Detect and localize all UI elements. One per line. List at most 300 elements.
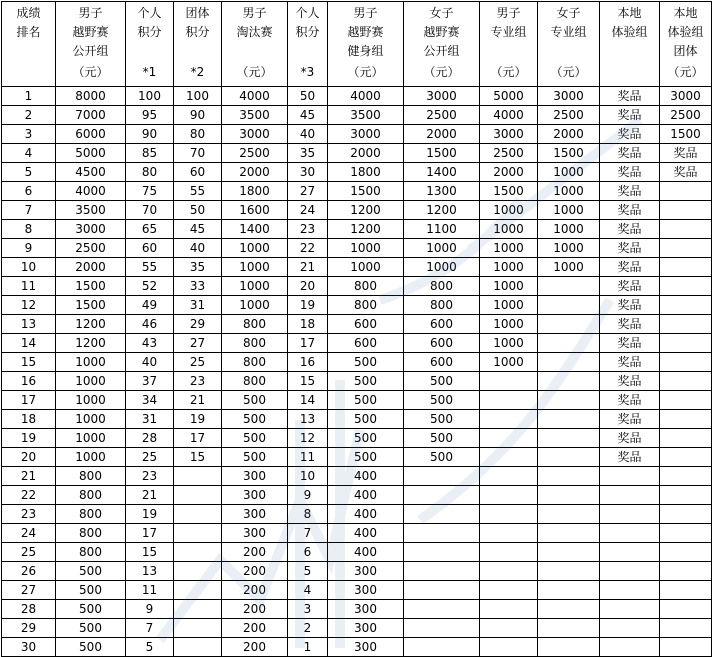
table-cell: 15 xyxy=(126,543,174,562)
table-cell: 800 xyxy=(404,277,480,296)
table-cell: 1000 xyxy=(56,429,126,448)
rank-cell: 1 xyxy=(2,87,56,106)
table-cell: 1000 xyxy=(538,201,600,220)
table-cell: 600 xyxy=(328,315,404,334)
table-cell xyxy=(480,600,538,619)
table-cell: 奖品 xyxy=(600,410,660,429)
table-cell xyxy=(600,524,660,543)
table-cell: 23 xyxy=(126,467,174,486)
table-cell: 3 xyxy=(288,600,328,619)
table-cell: 1300 xyxy=(404,182,480,201)
table-cell: 奖品 xyxy=(600,429,660,448)
table-cell xyxy=(174,562,222,581)
table-cell xyxy=(538,296,600,315)
table-cell: 3000 xyxy=(404,87,480,106)
table-cell xyxy=(538,429,600,448)
table-cell xyxy=(600,600,660,619)
table-cell: 22 xyxy=(288,239,328,258)
table-cell: 19 xyxy=(126,505,174,524)
table-cell xyxy=(660,505,712,524)
table-cell: 300 xyxy=(222,467,288,486)
table-cell: 500 xyxy=(222,410,288,429)
table-cell: 奖品 xyxy=(600,315,660,334)
table-cell: 400 xyxy=(328,524,404,543)
column-header-line: 男子 xyxy=(78,6,103,20)
table-cell: 5000 xyxy=(480,87,538,106)
table-cell: 8 xyxy=(288,505,328,524)
table-cell: 11 xyxy=(126,581,174,600)
table-cell: 300 xyxy=(222,486,288,505)
column-header-line: 男子 xyxy=(496,6,521,20)
table-cell xyxy=(660,486,712,505)
table-cell: 5 xyxy=(126,638,174,657)
rank-cell: 10 xyxy=(2,258,56,277)
table-cell: 2000 xyxy=(56,258,126,277)
table-cell: 2500 xyxy=(538,106,600,125)
table-row xyxy=(2,429,712,448)
rank-cell: 18 xyxy=(2,410,56,429)
column-header-unit: （元） xyxy=(236,65,273,79)
table-cell xyxy=(480,429,538,448)
table-cell: 1000 xyxy=(480,277,538,296)
table-cell xyxy=(660,182,712,201)
table-cell xyxy=(538,505,600,524)
table-cell: 1000 xyxy=(404,239,480,258)
column-header xyxy=(56,2,126,87)
table-cell: 600 xyxy=(328,334,404,353)
table-cell: 1000 xyxy=(56,353,126,372)
table-row xyxy=(2,87,712,106)
table-cell xyxy=(404,562,480,581)
table-cell: 70 xyxy=(174,144,222,163)
rank-cell: 13 xyxy=(2,315,56,334)
table-cell: 奖品 xyxy=(600,106,660,125)
table-cell: 奖品 xyxy=(600,353,660,372)
table-cell: 17 xyxy=(126,524,174,543)
column-header-line: 越野赛 xyxy=(423,25,460,39)
table-cell: 2000 xyxy=(404,125,480,144)
table-cell: 25 xyxy=(174,353,222,372)
table-cell: 85 xyxy=(126,144,174,163)
table-cell: 500 xyxy=(328,410,404,429)
table-cell: 1000 xyxy=(480,353,538,372)
table-cell: 400 xyxy=(328,486,404,505)
table-cell: 3500 xyxy=(222,106,288,125)
table-cell: 2500 xyxy=(222,144,288,163)
table-cell: 1800 xyxy=(328,163,404,182)
table-row xyxy=(2,619,712,638)
table-cell: 1000 xyxy=(538,239,600,258)
table-cell xyxy=(480,581,538,600)
table-cell xyxy=(480,486,538,505)
table-cell: 1200 xyxy=(328,201,404,220)
table-cell: 5000 xyxy=(56,144,126,163)
table-cell: 2 xyxy=(288,619,328,638)
table-cell: 2500 xyxy=(480,144,538,163)
table-cell xyxy=(480,467,538,486)
header-spacer xyxy=(2,42,55,61)
table-body xyxy=(2,87,712,657)
table-cell: 60 xyxy=(126,239,174,258)
column-header-unit: （元） xyxy=(423,65,460,79)
rank-cell: 7 xyxy=(2,201,56,220)
table-cell: 500 xyxy=(404,391,480,410)
table-cell: 4500 xyxy=(56,163,126,182)
table-cell xyxy=(404,524,480,543)
column-header xyxy=(222,2,288,87)
table-cell: 5 xyxy=(288,562,328,581)
table-cell xyxy=(538,486,600,505)
table-cell xyxy=(660,239,712,258)
rank-cell: 2 xyxy=(2,106,56,125)
rank-cell: 12 xyxy=(2,296,56,315)
table-cell: 25 xyxy=(126,448,174,467)
table-cell: 500 xyxy=(404,410,480,429)
table-cell: 34 xyxy=(126,391,174,410)
table-cell: 奖品 xyxy=(600,144,660,163)
table-cell xyxy=(660,296,712,315)
table-cell: 200 xyxy=(222,600,288,619)
column-header xyxy=(328,2,404,87)
column-header-unit: （元） xyxy=(550,65,587,79)
header-spacer xyxy=(288,42,327,61)
table-cell: 300 xyxy=(328,600,404,619)
table-cell: 2000 xyxy=(538,125,600,144)
column-header-line: 男子 xyxy=(242,6,267,20)
prize-table xyxy=(1,1,712,657)
table-cell xyxy=(404,505,480,524)
table-cell xyxy=(480,391,538,410)
table-cell: 46 xyxy=(126,315,174,334)
table-cell: 19 xyxy=(288,296,328,315)
table-cell: 55 xyxy=(126,258,174,277)
table-cell: 300 xyxy=(222,524,288,543)
table-row xyxy=(2,410,712,429)
table-cell: 1000 xyxy=(480,296,538,315)
table-row xyxy=(2,239,712,258)
table-cell xyxy=(174,486,222,505)
table-cell: 200 xyxy=(222,562,288,581)
column-header-unit xyxy=(600,63,659,82)
table-cell: 1 xyxy=(288,638,328,657)
column-header-line: 个人 xyxy=(137,6,162,20)
table-cell: 400 xyxy=(328,505,404,524)
table-cell: 500 xyxy=(56,600,126,619)
table-cell: 300 xyxy=(328,619,404,638)
table-row xyxy=(2,600,712,619)
table-cell xyxy=(174,619,222,638)
table-cell: 300 xyxy=(328,638,404,657)
table-cell: 800 xyxy=(328,296,404,315)
table-cell: 3000 xyxy=(538,87,600,106)
column-header-line: 专业组 xyxy=(550,25,587,39)
table-cell: 奖品 xyxy=(600,277,660,296)
column-header-line: 男子 xyxy=(353,6,378,20)
table-cell xyxy=(538,448,600,467)
table-cell xyxy=(538,372,600,391)
rank-cell: 25 xyxy=(2,543,56,562)
table-cell xyxy=(660,391,712,410)
table-cell: 600 xyxy=(404,315,480,334)
rank-cell: 9 xyxy=(2,239,56,258)
table-cell: 70 xyxy=(126,201,174,220)
table-row xyxy=(2,315,712,334)
table-cell: 43 xyxy=(126,334,174,353)
table-row xyxy=(2,543,712,562)
table-cell: 1000 xyxy=(222,277,288,296)
table-cell: 500 xyxy=(56,619,126,638)
table-cell xyxy=(174,524,222,543)
table-cell: 300 xyxy=(222,505,288,524)
table-cell xyxy=(404,638,480,657)
table-cell: 奖品 xyxy=(600,220,660,239)
table-cell xyxy=(480,543,538,562)
table-row xyxy=(2,581,712,600)
table-cell: 500 xyxy=(56,581,126,600)
table-cell: 1000 xyxy=(538,182,600,201)
table-cell: 奖品 xyxy=(600,201,660,220)
table-cell xyxy=(660,353,712,372)
table-row xyxy=(2,524,712,543)
table-cell xyxy=(600,562,660,581)
table-cell: 1500 xyxy=(660,125,712,144)
table-cell: 奖品 xyxy=(600,372,660,391)
column-header xyxy=(288,2,328,87)
column-header xyxy=(600,2,660,87)
column-header-unit xyxy=(2,63,55,82)
table-cell: 55 xyxy=(174,182,222,201)
table-cell: 300 xyxy=(328,581,404,600)
column-header-line: 女子 xyxy=(429,6,454,20)
table-cell: 1000 xyxy=(56,448,126,467)
table-cell: 9 xyxy=(126,600,174,619)
table-cell xyxy=(660,467,712,486)
rank-cell: 3 xyxy=(2,125,56,144)
table-cell xyxy=(174,600,222,619)
table-cell xyxy=(404,619,480,638)
table-cell xyxy=(600,581,660,600)
table-cell xyxy=(538,353,600,372)
table-cell: 1500 xyxy=(480,182,538,201)
table-cell: 20 xyxy=(288,277,328,296)
table-cell: 50 xyxy=(288,87,328,106)
table-cell: 3500 xyxy=(56,201,126,220)
table-cell: 1000 xyxy=(222,258,288,277)
table-cell xyxy=(660,372,712,391)
table-cell xyxy=(538,391,600,410)
table-cell: 3500 xyxy=(328,106,404,125)
table-cell: 80 xyxy=(174,125,222,144)
table-cell xyxy=(660,524,712,543)
column-header-line: 公开组 xyxy=(72,44,109,58)
table-cell: 2500 xyxy=(404,106,480,125)
table-cell: 奖品 xyxy=(600,182,660,201)
table-row xyxy=(2,391,712,410)
table-cell xyxy=(660,429,712,448)
table-cell: 40 xyxy=(126,353,174,372)
table-cell: 13 xyxy=(126,562,174,581)
column-header-line: 积分 xyxy=(137,25,162,39)
table-cell: 29 xyxy=(174,315,222,334)
table-cell xyxy=(600,638,660,657)
table-cell xyxy=(480,410,538,429)
column-header-line: 体验组 xyxy=(667,25,704,39)
table-cell: 奖品 xyxy=(600,296,660,315)
table-cell: 1500 xyxy=(56,277,126,296)
column-header-unit: *3 xyxy=(300,65,315,79)
column-header-unit: （元） xyxy=(72,65,109,79)
table-cell: 800 xyxy=(404,296,480,315)
rank-cell: 8 xyxy=(2,220,56,239)
table-cell xyxy=(600,505,660,524)
header-row xyxy=(2,2,712,87)
table-cell xyxy=(538,524,600,543)
table-cell xyxy=(600,543,660,562)
table-cell: 6 xyxy=(288,543,328,562)
table-cell: 80 xyxy=(126,163,174,182)
table-cell: 28 xyxy=(126,429,174,448)
table-cell: 18 xyxy=(288,315,328,334)
rank-cell: 5 xyxy=(2,163,56,182)
table-row xyxy=(2,353,712,372)
table-row xyxy=(2,448,712,467)
table-cell: 90 xyxy=(126,125,174,144)
table-cell xyxy=(538,315,600,334)
table-cell: 40 xyxy=(288,125,328,144)
table-cell: 1000 xyxy=(222,296,288,315)
table-cell: 3000 xyxy=(480,125,538,144)
column-header-line: 成绩 xyxy=(16,6,41,20)
column-header xyxy=(2,2,56,87)
header-spacer xyxy=(222,42,287,61)
table-cell: 200 xyxy=(222,638,288,657)
column-header-line: 淘汰赛 xyxy=(236,25,273,39)
table-cell: 19 xyxy=(174,410,222,429)
table-cell: 1500 xyxy=(404,144,480,163)
table-cell: 800 xyxy=(56,505,126,524)
table-cell xyxy=(404,581,480,600)
table-cell xyxy=(660,201,712,220)
column-header xyxy=(538,2,600,87)
table-cell: 800 xyxy=(56,467,126,486)
table-cell: 37 xyxy=(126,372,174,391)
table-cell xyxy=(174,467,222,486)
rank-cell: 20 xyxy=(2,448,56,467)
table-cell: 500 xyxy=(56,562,126,581)
table-cell: 奖品 xyxy=(600,125,660,144)
column-header xyxy=(126,2,174,87)
table-row xyxy=(2,258,712,277)
table-cell: 400 xyxy=(328,543,404,562)
table-cell xyxy=(174,581,222,600)
table-cell: 500 xyxy=(404,429,480,448)
table-cell xyxy=(660,277,712,296)
table-cell xyxy=(174,543,222,562)
table-cell: 24 xyxy=(288,201,328,220)
table-cell: 75 xyxy=(126,182,174,201)
table-cell: 90 xyxy=(174,106,222,125)
table-cell: 1000 xyxy=(56,391,126,410)
table-cell: 500 xyxy=(328,353,404,372)
table-cell xyxy=(480,562,538,581)
rank-cell: 19 xyxy=(2,429,56,448)
table-row xyxy=(2,467,712,486)
table-cell: 35 xyxy=(288,144,328,163)
table-cell: 1100 xyxy=(404,220,480,239)
table-cell: 800 xyxy=(328,277,404,296)
table-cell: 1200 xyxy=(328,220,404,239)
table-cell: 1200 xyxy=(404,201,480,220)
table-cell: 500 xyxy=(328,448,404,467)
table-cell xyxy=(538,562,600,581)
table-cell: 1000 xyxy=(480,220,538,239)
table-cell: 95 xyxy=(126,106,174,125)
table-cell: 14 xyxy=(288,391,328,410)
table-cell: 500 xyxy=(222,448,288,467)
rank-cell: 24 xyxy=(2,524,56,543)
table-cell xyxy=(660,334,712,353)
column-header-line: 排名 xyxy=(16,25,41,39)
rank-cell: 17 xyxy=(2,391,56,410)
table-cell: 1000 xyxy=(480,334,538,353)
rank-cell: 30 xyxy=(2,638,56,657)
column-header-line: 团体 xyxy=(185,6,210,20)
table-cell: 1000 xyxy=(56,410,126,429)
table-cell: 21 xyxy=(174,391,222,410)
table-cell: 12 xyxy=(288,429,328,448)
table-cell xyxy=(480,372,538,391)
rank-cell: 16 xyxy=(2,372,56,391)
column-header-line: 个人 xyxy=(295,6,320,20)
column-header-line: 积分 xyxy=(185,25,210,39)
table-cell xyxy=(660,600,712,619)
table-cell xyxy=(480,638,538,657)
table-cell: 33 xyxy=(174,277,222,296)
table-cell: 300 xyxy=(328,562,404,581)
table-cell xyxy=(480,448,538,467)
table-cell: 奖品 xyxy=(600,239,660,258)
table-row xyxy=(2,562,712,581)
column-header-line: 积分 xyxy=(295,25,320,39)
table-cell: 23 xyxy=(288,220,328,239)
column-header xyxy=(480,2,538,87)
table-cell: 9 xyxy=(288,486,328,505)
table-cell: 500 xyxy=(328,372,404,391)
table-cell: 400 xyxy=(328,467,404,486)
table-cell: 2500 xyxy=(56,239,126,258)
table-cell: 4000 xyxy=(480,106,538,125)
table-cell: 500 xyxy=(404,448,480,467)
table-cell: 4000 xyxy=(328,87,404,106)
table-row xyxy=(2,144,712,163)
column-header-unit: （元） xyxy=(667,65,704,79)
table-cell: 500 xyxy=(222,429,288,448)
rank-cell: 11 xyxy=(2,277,56,296)
table-cell xyxy=(538,467,600,486)
table-cell: 1200 xyxy=(56,334,126,353)
table-cell: 1000 xyxy=(480,201,538,220)
table-cell: 800 xyxy=(56,524,126,543)
table-cell: 21 xyxy=(288,258,328,277)
column-header-unit: *2 xyxy=(190,65,205,79)
table-cell xyxy=(660,562,712,581)
table-cell: 600 xyxy=(404,353,480,372)
table-cell: 100 xyxy=(174,87,222,106)
table-cell: 3000 xyxy=(222,125,288,144)
rank-cell: 14 xyxy=(2,334,56,353)
table-cell: 1500 xyxy=(56,296,126,315)
table-cell: 21 xyxy=(126,486,174,505)
